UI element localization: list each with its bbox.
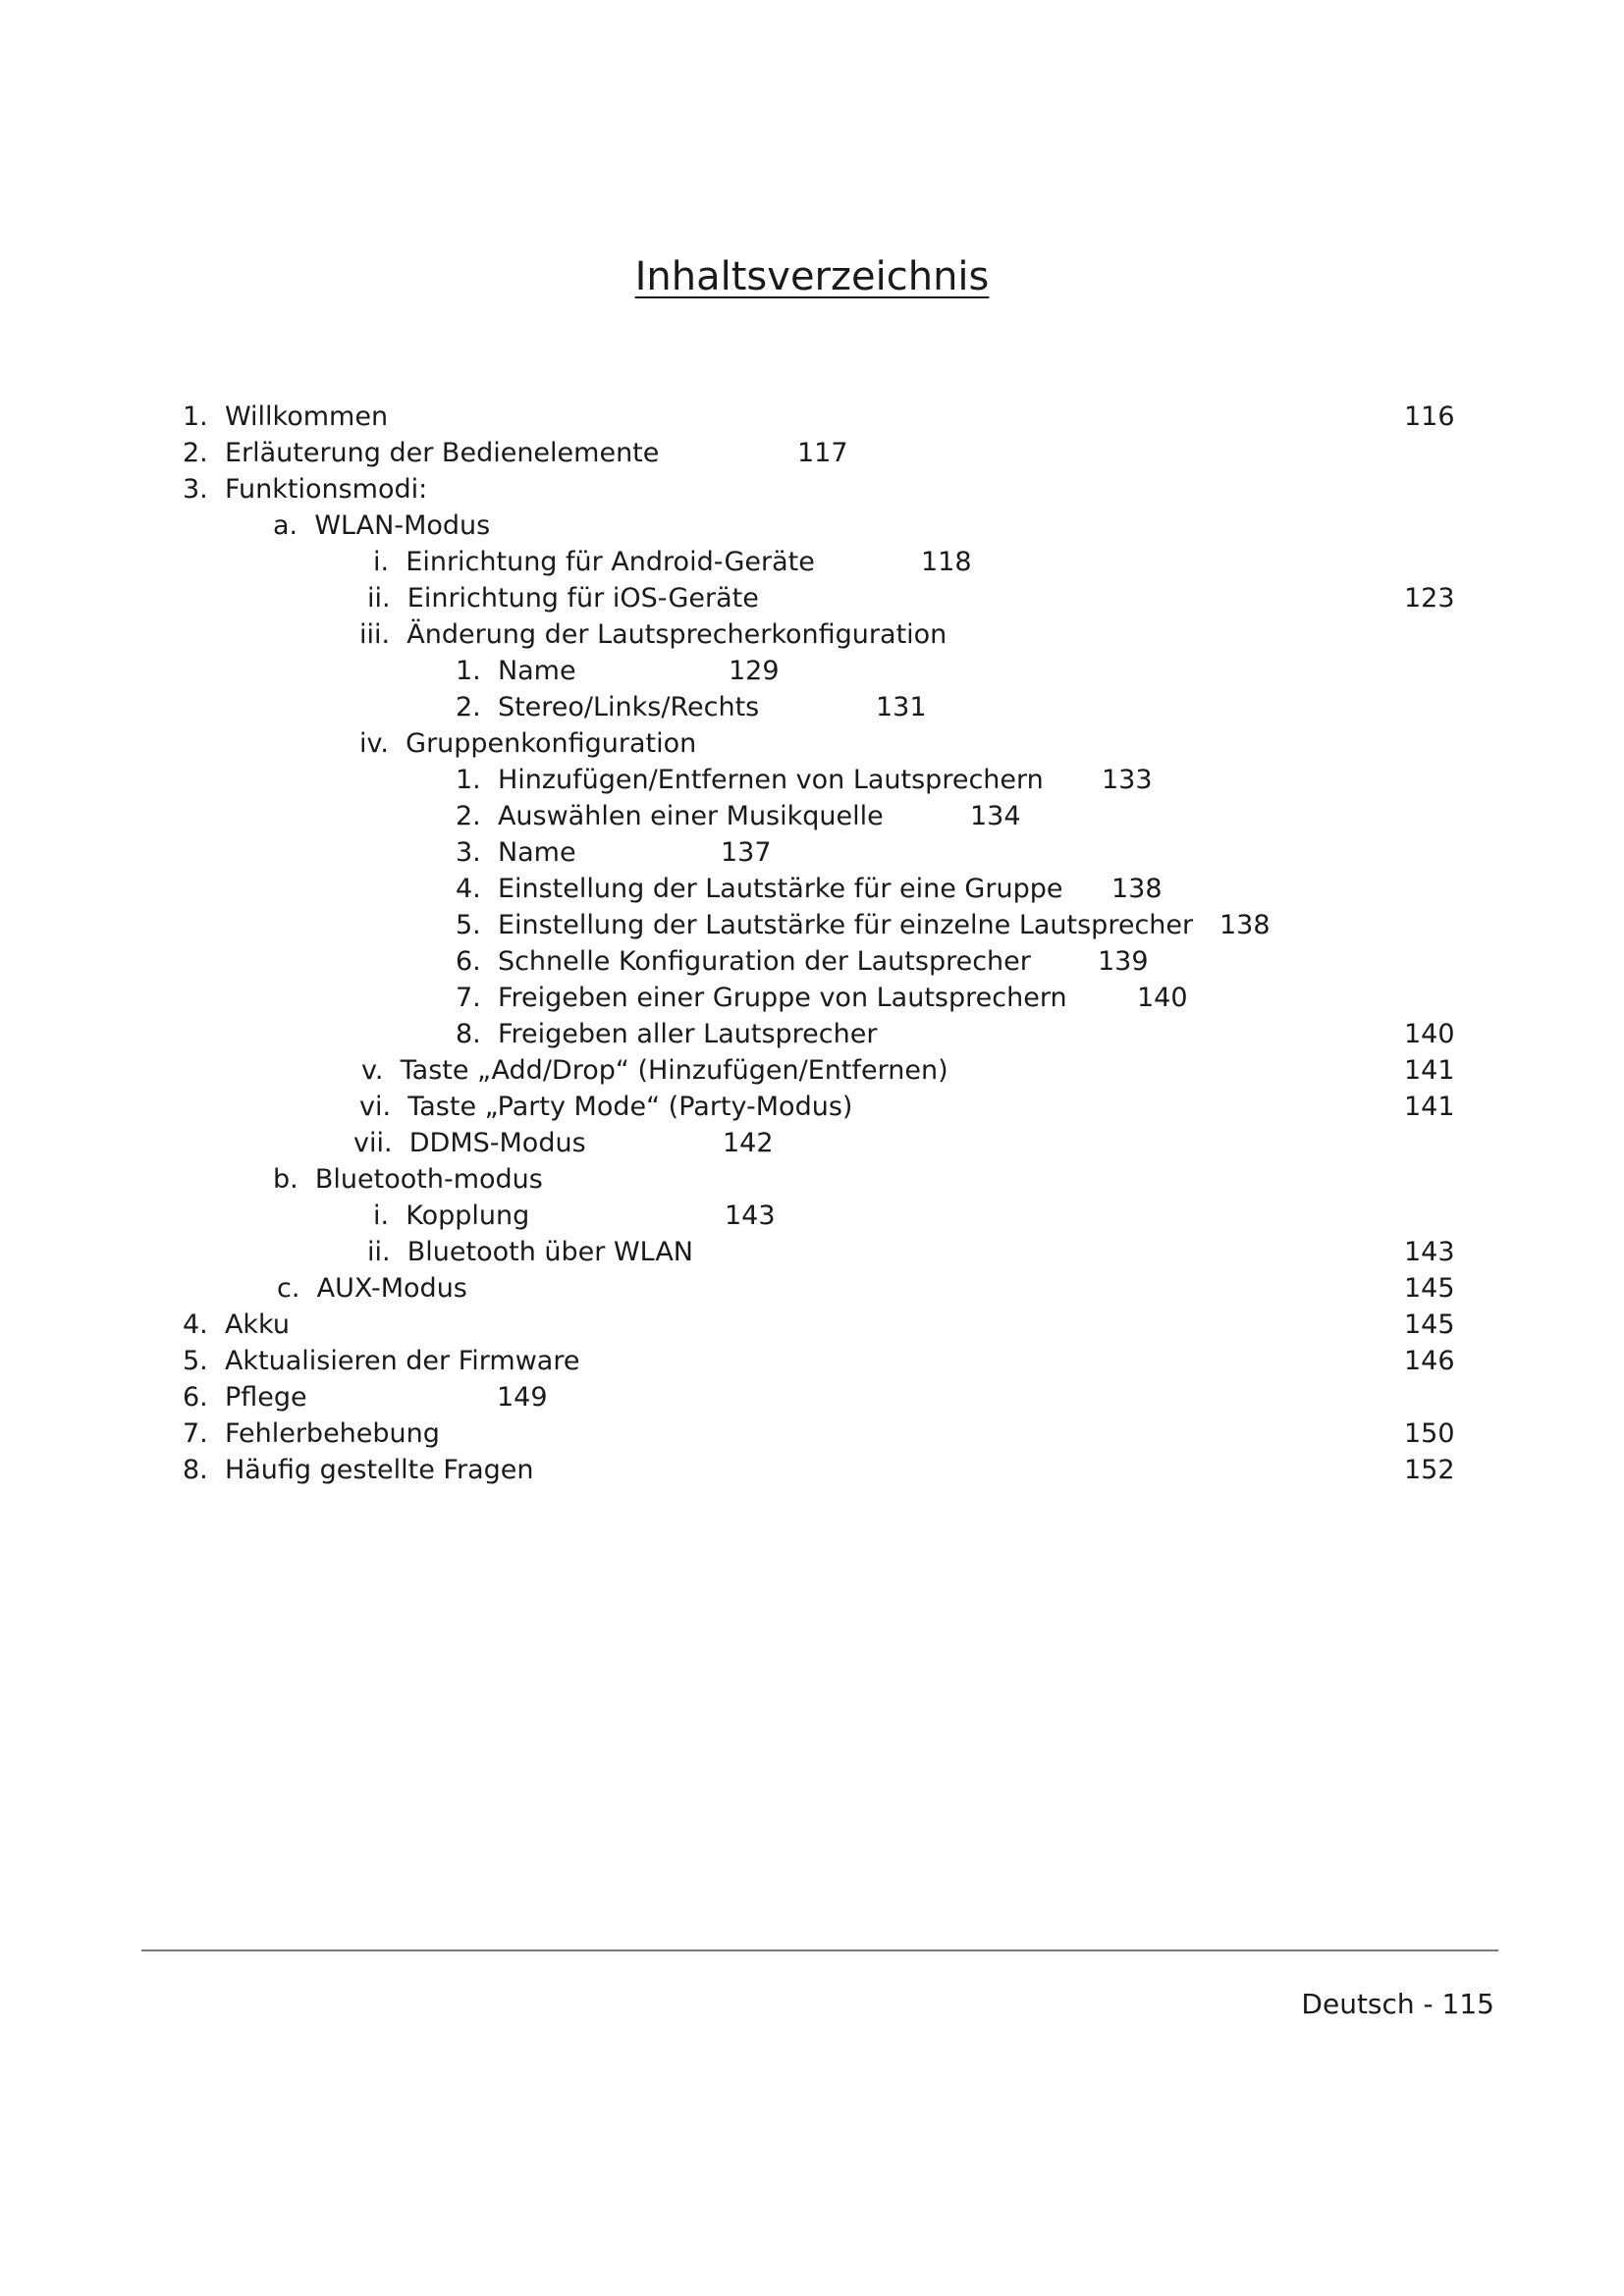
toc-entry-page: 146 [1404,1346,1455,1376]
toc-entry [456,690,759,725]
toc-entry [456,835,576,871]
toc-entry-title: Einrichtung für Android-Geräte [406,547,815,577]
toc-entry [456,799,884,834]
toc-entry-title: Pflege [224,1382,307,1413]
toc-entry-number: v. [361,1055,384,1086]
toc-entry-number: vi. [359,1092,392,1122]
toc-entry [456,763,1044,798]
toc-entry-number: 3. [456,837,481,868]
toc-entry-number: 1. [183,401,208,432]
toc-entry-title: AUX-Modus [316,1273,467,1304]
toc-entry-page: 139 [1098,946,1149,977]
toc-entry-title: Einstellung der Lautstärke für einzelne Lautsprecher [497,910,1194,940]
toc-entry-page: 143 [1404,1237,1455,1267]
toc-entry-page: 133 [1102,765,1153,795]
toc-entry-number: iii. [359,619,391,650]
toc-entry-title: Einrichtung für iOS-Geräte [406,583,759,614]
toc-entry-title: Auswählen einer Musikquelle [497,801,884,831]
toc-entry-number: c. [277,1273,300,1304]
toc-entry [183,1453,534,1488]
toc-entry-number: 2. [183,438,208,468]
toc-entry-page: 131 [876,692,927,722]
toc-entry-title: DDMS-Modus [408,1128,586,1158]
toc-entry [373,545,815,580]
toc-entry-page: 150 [1404,1418,1455,1449]
toc-entry [183,1380,307,1415]
footer-page-label: Deutsch - 115 [1301,1988,1494,2020]
toc-entry-title: Name [497,656,576,686]
toc-entry-number: 1. [456,765,481,795]
toc-entry [277,1271,467,1307]
toc-entry-number: a. [273,510,298,541]
toc-entry-number: iv. [359,728,389,759]
toc-entry [456,944,1031,980]
toc-entry-title: Bluetooth-modus [314,1164,543,1195]
toc-entry-number: 6. [183,1382,208,1413]
toc-entry-page: 143 [725,1201,776,1231]
toc-entry-page: 140 [1137,983,1188,1013]
toc-entry [359,726,696,762]
toc-entry-number: ii. [367,1237,391,1267]
toc-entry [183,1416,440,1452]
toc-entry-number: ii. [367,583,391,614]
toc-entry-number: 7. [456,983,481,1013]
toc-entry-number: i. [373,1201,390,1231]
toc-entry-number: 3. [183,474,208,505]
toc-entry [273,508,490,544]
toc-entry [359,617,947,653]
toc-entry-number: 2. [456,801,481,831]
toc-entry-page: 149 [497,1382,548,1413]
toc-entry [183,436,659,471]
toc-entry-title: Erläuterung der Bedienelemente [224,438,660,468]
toc-entry-page: 138 [1219,910,1271,940]
toc-entry-page: 137 [721,837,772,868]
toc-entry-number: b. [273,1164,298,1195]
toc-entry [456,872,1062,907]
toc-entry-title: WLAN-Modus [314,510,491,541]
toc-entry [367,1235,693,1270]
toc-entry-number: 4. [456,874,481,904]
toc-entry-title: Gruppenkonfiguration [406,728,697,759]
toc-entry-title: Willkommen [224,401,389,432]
toc-entry-title: Taste „Party Mode“ (Party-Modus) [407,1092,853,1122]
toc-entry-page: 141 [1404,1092,1455,1122]
toc-entry-title: Stereo/Links/Rechts [497,692,760,722]
toc-entry-page: 142 [723,1128,774,1158]
toc-entry [183,1308,290,1343]
toc-entry-number: 1. [456,656,481,686]
toc-entry [183,472,427,507]
toc-entry-title: Bluetooth über WLAN [406,1237,693,1267]
toc-entry [183,400,388,435]
toc-entry [373,1199,529,1234]
toc-entry [456,981,1067,1016]
toc-entry-number: 8. [456,1019,481,1049]
toc-entry [359,1090,852,1125]
page-title: Inhaltsverzeichnis [634,254,990,299]
toc-entry-number: 8. [183,1455,208,1485]
toc-entry-title: Freigeben aller Lautsprecher [497,1019,878,1049]
toc-entry-title: Name [497,837,576,868]
toc-entry [353,1126,586,1161]
toc-entry-number: 4. [183,1309,208,1340]
toc-entry-number: i. [373,547,390,577]
toc-entry-title: Aktualisieren der Firmware [224,1346,580,1376]
toc-entry-page: 116 [1404,401,1455,432]
toc-entry-page: 134 [970,801,1021,831]
toc-entry-title: Änderung der Lautsprecherkonfiguration [406,619,947,650]
toc-entry-number: 5. [456,910,481,940]
toc-entry-page: 123 [1404,583,1455,614]
toc-entry-title: Freigeben einer Gruppe von Lautsprechern [497,983,1067,1013]
toc-entry-title: Taste „Add/Drop“ (Hinzufügen/Entfernen) [400,1055,948,1086]
toc-entry-page: 141 [1404,1055,1455,1086]
toc-entry-page: 129 [729,656,780,686]
toc-entry-title: Schnelle Konfiguration der Lautsprecher [497,946,1031,977]
toc-entry-page: 145 [1404,1273,1455,1304]
toc-entry [273,1162,543,1198]
toc-entry-title: Kopplung [406,1201,530,1231]
toc-entry [456,1017,877,1052]
toc-entry-number: 7. [183,1418,208,1449]
toc-entry-page: 140 [1404,1019,1455,1049]
toc-entry-title: Fehlerbehebung [224,1418,440,1449]
toc-entry-number: 5. [183,1346,208,1376]
toc-entry-title: Hinzufügen/Entfernen von Lautsprechern [497,765,1044,795]
toc-entry-number: 6. [456,946,481,977]
footer-divider [141,1949,1498,1951]
toc-entry-page: 118 [921,547,972,577]
toc-entry-page: 145 [1404,1309,1455,1340]
toc-entry [183,1344,579,1379]
toc-entry-title: Funktionsmodi: [224,474,428,505]
toc-entry-number: vii. [353,1128,393,1158]
toc-entry-number: 2. [456,692,481,722]
toc-entry [367,581,759,616]
toc-entry-page: 138 [1111,874,1163,904]
toc-entry [361,1053,948,1089]
toc-entry-page: 117 [797,438,848,468]
toc-entry [456,908,1193,943]
toc-entry-title: Einstellung der Lautstärke für eine Gruppe [497,874,1063,904]
toc-entry-title: Häufig gestellte Fragen [224,1455,534,1485]
toc-entry-title: Akku [224,1309,290,1340]
toc-entry-page: 152 [1404,1455,1455,1485]
toc-entry [456,654,576,689]
